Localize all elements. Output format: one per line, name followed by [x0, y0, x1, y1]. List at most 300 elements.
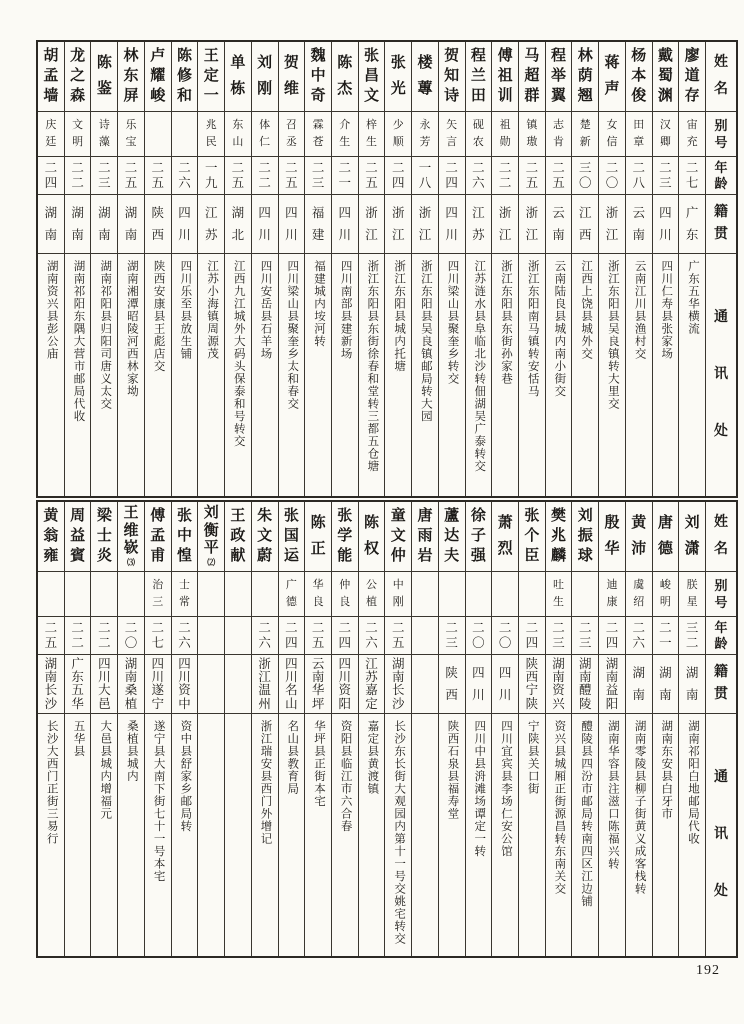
vertical-char: 子	[470, 528, 486, 544]
vertical-char: 三	[552, 635, 565, 650]
vertical-char: 卿	[659, 136, 671, 148]
vertical-char: 四	[525, 635, 539, 650]
vertical-char: 陈	[96, 54, 112, 71]
address-text: 江西九江城外大码头保泰和号转交	[232, 260, 245, 448]
vertical-char: 苏	[472, 227, 485, 242]
vertical-char: 维	[283, 81, 299, 98]
alias-cell	[653, 572, 679, 617]
vertical-char: 傅	[497, 48, 513, 64]
vertical-char: 浙	[258, 656, 271, 671]
name-cell	[519, 42, 545, 112]
native-cell	[172, 195, 198, 254]
vertical-char: 中	[178, 696, 191, 711]
vertical-char: 矢	[446, 119, 458, 131]
vertical-char: 五	[525, 175, 539, 190]
vertical-char: 温	[258, 683, 271, 698]
vertical-char: 西	[151, 227, 165, 242]
address-text: 湖南祁阳白地邮局代收	[687, 720, 699, 845]
vertical-char: 唐	[417, 508, 433, 524]
name-cell	[546, 42, 572, 112]
vertical-char: 嘉	[365, 683, 378, 698]
age-cell	[599, 617, 625, 655]
vertical-char: 定	[365, 696, 378, 711]
person-column	[465, 502, 492, 956]
age-cell	[626, 617, 652, 655]
vertical-char: 江	[418, 227, 432, 242]
vertical-char: 球	[577, 548, 593, 564]
address-cell	[572, 714, 598, 956]
address-cell	[279, 714, 305, 956]
alias-cell	[91, 112, 117, 157]
vertical-char: 湖	[124, 656, 138, 671]
vertical-char: 楼	[417, 54, 433, 71]
vertical-char: 川	[338, 227, 352, 242]
name-cell	[385, 42, 411, 112]
vertical-char: 农	[472, 136, 484, 148]
name-cell	[439, 502, 465, 572]
person-column	[384, 42, 411, 496]
vertical-char: 四	[338, 656, 352, 671]
vertical-char: 湖	[98, 205, 111, 220]
vertical-char: 贯	[714, 687, 728, 703]
address-text: 湖南华容县注滋口陈福兴转	[606, 720, 619, 870]
address-cell	[599, 254, 625, 496]
age-cell	[118, 617, 144, 655]
vertical-char: 福	[311, 205, 325, 220]
person-column	[117, 42, 144, 496]
vertical-char: 苏	[365, 670, 378, 685]
person-column	[438, 502, 465, 956]
vertical-char: 生	[339, 136, 351, 148]
vertical-char: 二	[659, 160, 672, 175]
person-column	[625, 502, 652, 956]
vertical-char: 平	[203, 540, 219, 557]
native-cell	[572, 195, 598, 254]
person-column	[90, 42, 117, 496]
vertical-char: 绍	[633, 596, 645, 608]
vertical-char: 惶	[176, 548, 192, 564]
name-cell	[145, 502, 171, 572]
vertical-char: 二	[391, 160, 405, 175]
native-cell	[332, 195, 358, 254]
person-column	[197, 502, 224, 956]
vertical-char: 嵚	[123, 540, 139, 557]
person-column	[518, 42, 545, 496]
vertical-char: 兆	[551, 528, 567, 544]
vertical-char: 云	[552, 205, 565, 220]
age-cell	[225, 157, 251, 195]
alias-cell	[38, 572, 64, 617]
name-cell	[412, 42, 438, 112]
vertical-char: 张	[390, 54, 406, 71]
alias-cell	[439, 572, 465, 617]
age-cell	[519, 157, 545, 195]
vertical-char: 二	[258, 620, 271, 635]
vertical-char: 孟	[43, 68, 59, 84]
address-text: 华坪县正街本宅	[312, 720, 325, 808]
vertical-char: 中	[176, 528, 192, 544]
vertical-char: 南	[98, 227, 111, 242]
address-cell	[439, 254, 465, 496]
vertical-char: 云	[632, 205, 645, 220]
vertical-char: 醴	[579, 683, 592, 698]
vertical-char: 二	[552, 620, 565, 635]
address-cell	[279, 254, 305, 496]
vertical-char: 南	[71, 227, 84, 242]
vertical-char: 臣	[524, 548, 540, 564]
vertical-char: 生	[553, 596, 565, 608]
person-column	[545, 502, 572, 956]
vertical-char: 明	[72, 136, 84, 148]
vertical-char: 民	[205, 136, 217, 148]
address-cell	[359, 254, 385, 496]
person-column	[331, 502, 358, 956]
vertical-char: 华	[604, 541, 620, 558]
vertical-char: 本	[631, 68, 647, 84]
person-column	[571, 42, 598, 496]
vertical-char: 南	[605, 670, 619, 685]
name-cell	[332, 502, 358, 572]
address-cell	[118, 714, 144, 956]
vertical-char: 一	[418, 160, 432, 175]
vertical-char: 号	[714, 595, 728, 611]
alias-cell	[412, 572, 438, 617]
age-cell	[65, 617, 91, 655]
age-cell	[492, 157, 518, 195]
vertical-char: 顺	[392, 136, 404, 148]
vertical-char: 山	[232, 136, 244, 148]
vertical-char: 昌	[364, 68, 380, 84]
vertical-char: 甫	[150, 548, 166, 564]
native-cell	[359, 195, 385, 254]
footnote-mark: ⑶	[127, 557, 136, 567]
address-cell	[252, 254, 278, 496]
name-cell	[439, 42, 465, 112]
vertical-char: 二	[685, 160, 699, 175]
vertical-char: 五	[231, 175, 245, 190]
vertical-char: 四	[98, 656, 111, 671]
vertical-char: 邑	[98, 696, 111, 711]
vertical-char: 良	[339, 596, 351, 608]
vertical-char: 三	[659, 175, 672, 190]
vertical-char: 康	[606, 596, 618, 608]
name-cell	[332, 42, 358, 112]
address-text: 陕西石泉县福寿堂	[446, 720, 459, 820]
address-text: 浙江东阳县城内托塘	[393, 260, 406, 373]
vertical-char: 士	[96, 528, 112, 544]
address-cell	[492, 714, 518, 956]
name-cell	[198, 42, 224, 112]
vertical-char: 二	[659, 620, 672, 635]
vertical-char: 陈	[364, 514, 380, 531]
vertical-char: 墙	[43, 88, 59, 104]
address-text: 浙江东阳南马镇转安恬马	[526, 260, 539, 398]
vertical-char: 汉	[659, 119, 671, 131]
address-text: 浙江东阳县东街孙家巷	[499, 260, 512, 385]
native-cell	[466, 195, 492, 254]
vertical-char: 四	[285, 635, 298, 650]
vertical-char: 五	[311, 635, 325, 650]
vertical-char: 信	[606, 136, 618, 148]
name-cell	[679, 502, 705, 572]
vertical-char: 川	[498, 687, 512, 702]
header-age	[706, 617, 736, 655]
address-cell	[466, 714, 492, 956]
name-cell	[519, 502, 545, 572]
alias-cell	[492, 572, 518, 617]
native-cell	[332, 655, 358, 714]
vertical-char: 五	[44, 635, 58, 650]
person-column	[411, 502, 438, 956]
age-cell	[466, 617, 492, 655]
person-column	[278, 502, 305, 956]
native-cell	[412, 195, 438, 254]
address-cell	[225, 254, 251, 496]
address-text: 江苏涟水县阜临北沙转佃湖吴广泰转交	[473, 260, 486, 473]
address-text: 浙江瑞安县西门外增记	[259, 720, 272, 845]
age-cell	[653, 617, 679, 655]
vertical-char: 川	[178, 227, 191, 242]
header-alias	[706, 572, 736, 617]
vertical-char: 浙	[418, 205, 432, 220]
vertical-char: 华	[312, 579, 324, 591]
vertical-char: 江	[605, 227, 619, 242]
vertical-char: 杰	[337, 81, 353, 98]
native-cell	[118, 195, 144, 254]
alias-cell	[359, 572, 385, 617]
vertical-char: 之	[70, 68, 86, 84]
vertical-char: 张	[337, 508, 353, 524]
vertical-char: 资	[338, 683, 352, 698]
vertical-char: 湖	[391, 656, 405, 671]
vertical-char: 俊	[631, 88, 647, 104]
vertical-char: 知	[444, 68, 460, 84]
vertical-char: 梁	[96, 508, 112, 524]
address-text: 嘉定县黄渡镇	[366, 720, 379, 795]
person-column	[678, 502, 705, 956]
name-cell	[172, 42, 198, 112]
age-cell	[305, 157, 331, 195]
vertical-char: 诗	[444, 88, 460, 104]
name-cell	[412, 502, 438, 572]
vertical-char: 达	[444, 528, 460, 544]
address-cell	[412, 714, 438, 956]
vertical-char: 四	[445, 205, 458, 220]
vertical-char: 诗	[98, 119, 110, 131]
address-text: 长沙东长街大观园内第十一号交姚宅转交	[393, 720, 406, 945]
vertical-char: 虞	[633, 579, 645, 591]
address-text: 浙江东阳县吴良镇邮局转大园	[419, 260, 432, 423]
vertical-char: 肯	[553, 136, 565, 148]
name-cell	[626, 42, 652, 112]
alias-cell	[65, 572, 91, 617]
age-cell	[679, 157, 705, 195]
vertical-char: 章	[633, 136, 645, 148]
vertical-char: 张	[524, 508, 540, 524]
native-cell	[439, 655, 465, 714]
alias-cell	[546, 572, 572, 617]
native-cell	[626, 655, 652, 714]
vertical-char: 广	[285, 579, 297, 591]
name-cell	[572, 502, 598, 572]
vertical-char: 陈	[310, 514, 326, 531]
vertical-char: 资	[552, 683, 565, 698]
person-column	[251, 42, 278, 496]
vertical-char: 江	[365, 656, 378, 671]
vertical-char: 王	[230, 508, 246, 524]
address-cell	[118, 254, 144, 496]
vertical-char: 夫	[444, 548, 460, 564]
vertical-char: 二	[124, 620, 138, 635]
vertical-char: 二	[311, 620, 325, 635]
vertical-char: 湖	[124, 205, 138, 220]
person-column	[197, 42, 224, 496]
vertical-char: 仁	[259, 136, 271, 148]
vertical-char: 峻	[150, 88, 166, 104]
person-column	[224, 502, 251, 956]
age-cell	[492, 617, 518, 655]
native-cell	[492, 195, 518, 254]
alias-cell	[332, 572, 358, 617]
vertical-char: 梓	[366, 119, 378, 131]
native-cell	[279, 195, 305, 254]
address-cell	[91, 714, 117, 956]
native-cell	[385, 195, 411, 254]
vertical-char: 遂	[151, 683, 165, 698]
person-column	[144, 42, 171, 496]
vertical-char: 〇	[605, 175, 619, 190]
vertical-char: 湖	[605, 656, 619, 671]
person-column	[38, 502, 64, 956]
vertical-char: 振	[577, 528, 593, 544]
vertical-char: 八	[418, 175, 432, 190]
vertical-char: 霖	[312, 119, 324, 131]
vertical-char: 益	[605, 683, 619, 698]
vertical-char: 南	[124, 227, 138, 242]
address-cell	[599, 714, 625, 956]
vertical-char: 二	[124, 160, 138, 175]
address-cell	[546, 714, 572, 956]
alias-cell	[38, 112, 64, 157]
address-text: 长沙大西门正街三易行	[45, 720, 58, 845]
roster-table-top	[36, 40, 738, 498]
vertical-char: 九	[204, 175, 218, 190]
name-cell	[653, 502, 679, 572]
person-column	[358, 502, 385, 956]
vertical-char: 祖	[497, 68, 513, 84]
alias-cell	[252, 112, 278, 157]
vertical-char: 星	[686, 596, 698, 608]
vertical-char: 五	[285, 175, 298, 190]
alias-cell	[225, 572, 251, 617]
age-cell	[279, 157, 305, 195]
vertical-char: 樊	[551, 508, 567, 524]
vertical-char: 黄	[43, 508, 59, 524]
address-cell	[653, 714, 679, 956]
vertical-char: 湖	[44, 205, 58, 220]
vertical-char: 江	[204, 205, 218, 220]
address-text: 四川南部县建新场	[339, 260, 352, 360]
vertical-char: 正	[310, 541, 326, 558]
person-column	[304, 502, 331, 956]
age-cell	[198, 157, 224, 195]
vertical-char: 桑	[124, 683, 138, 698]
vertical-char: 六	[258, 635, 271, 650]
vertical-char: 单	[230, 54, 246, 71]
vertical-char: 东	[71, 670, 84, 685]
vertical-char: 江	[365, 227, 378, 242]
vertical-char: 萧	[497, 514, 513, 531]
age-cell	[385, 617, 411, 655]
vertical-char: 益	[70, 528, 86, 544]
alias-cell	[519, 572, 545, 617]
vertical-char: 五	[151, 175, 165, 190]
vertical-char: 永	[419, 119, 431, 131]
vertical-char: 炎	[96, 548, 112, 564]
vertical-char: 举	[551, 68, 567, 84]
vertical-char: 坪	[311, 696, 325, 711]
alias-cell	[546, 112, 572, 157]
vertical-char: 西	[445, 687, 458, 702]
age-cell	[252, 617, 278, 655]
vertical-char: 二	[71, 635, 84, 650]
vertical-char: 五	[71, 683, 84, 698]
person-column	[331, 42, 358, 496]
address-cell	[305, 714, 331, 956]
address-text: 四川中县洀滩场谭定一转	[473, 720, 486, 858]
person-column	[38, 42, 64, 496]
vertical-char: 六	[365, 635, 378, 650]
vertical-char: 云	[311, 656, 325, 671]
vertical-char: 宝	[125, 136, 137, 148]
name-cell	[38, 42, 64, 112]
alias-cell	[492, 112, 518, 157]
vertical-char: 〇	[124, 635, 138, 650]
vertical-char: 二	[71, 175, 84, 190]
vertical-char: 江	[525, 227, 539, 242]
vertical-char: 三	[579, 160, 592, 175]
vertical-char: 沙	[391, 696, 405, 711]
name-cell	[91, 502, 117, 572]
name-cell	[653, 42, 679, 112]
vertical-char: 陕	[445, 665, 458, 680]
address-text: 四川乐至县放生铺	[179, 260, 192, 360]
vertical-char: 州	[258, 696, 271, 711]
age-cell	[91, 617, 117, 655]
alias-cell	[412, 112, 438, 157]
vertical-char: 二	[605, 620, 619, 635]
age-cell	[118, 157, 144, 195]
vertical-char: 二	[98, 620, 111, 635]
native-cell	[172, 655, 198, 714]
address-cell	[225, 714, 251, 956]
vertical-char: 四	[178, 656, 191, 671]
vertical-char: 光	[390, 81, 406, 98]
alias-cell	[385, 572, 411, 617]
vertical-char: 二	[178, 620, 191, 635]
native-cell	[252, 655, 278, 714]
vertical-char: 宁	[525, 683, 539, 698]
native-cell	[252, 195, 278, 254]
vertical-char: 德	[657, 541, 673, 558]
vertical-char: 沛	[631, 541, 647, 558]
vertical-char: 蜀	[657, 68, 673, 84]
vertical-char: 刘	[203, 505, 219, 522]
alias-cell	[572, 572, 598, 617]
address-cell	[519, 714, 545, 956]
vertical-char: 蓴	[417, 81, 433, 98]
vertical-char: 女	[606, 119, 618, 131]
